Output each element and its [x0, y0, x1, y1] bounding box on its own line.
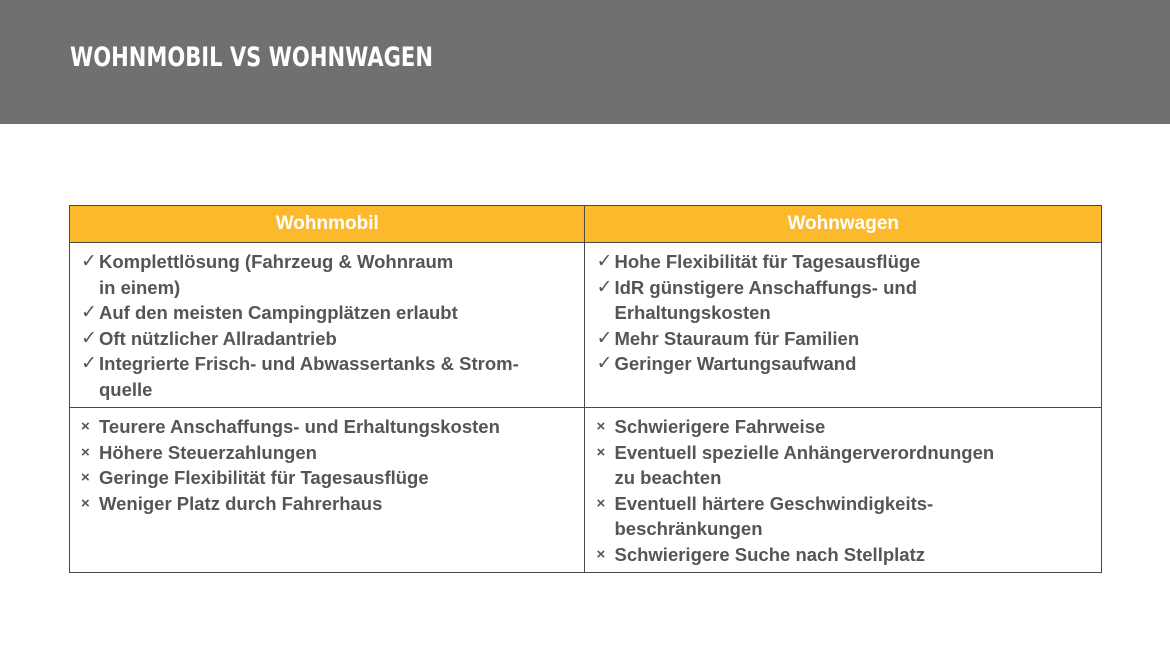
wohnwagen-cons-cell [585, 408, 1102, 573]
wohnmobil-cons-cell [70, 408, 585, 573]
list-item [81, 491, 576, 517]
list-item [596, 326, 1093, 352]
list-item [81, 440, 576, 466]
page-title: WOHNMOBIL VS WOHNWAGEN [70, 42, 433, 73]
con-text: Höhere Steuerzahlungen [99, 441, 317, 463]
pro-text: Komplettlösung (Fahrzeug & Wohnraum in einem) [99, 251, 454, 298]
list-item [596, 351, 1093, 377]
check-icon: ✓ [81, 353, 97, 375]
pro-text: Geringer Wartungsaufwand [614, 353, 857, 375]
check-icon: ✓ [596, 276, 613, 298]
wohnmobil-pros-list [70, 243, 584, 403]
cross-icon: × [81, 418, 90, 435]
pro-text: Auf den meisten Campingplätzen erlaubt [99, 302, 458, 324]
con-text: Schwierigere Suche nach Stellplatz [614, 543, 925, 565]
con-text: Schwierigere Fahrweise [614, 416, 826, 437]
list-item [596, 491, 1093, 542]
table-header-row [70, 206, 1102, 243]
check-icon: ✓ [81, 302, 97, 324]
pro-text: Hohe Flexibilität für Tagesausflüge [614, 251, 921, 272]
list-item [81, 465, 576, 491]
wohnwagen-pros-cell [585, 243, 1102, 408]
con-text: Eventuell spezielle Anhängerverordnungen zu beachten [614, 441, 995, 489]
con-text: Geringe Flexibilität für Tagesausflüge [99, 467, 429, 489]
check-icon: ✓ [81, 327, 97, 349]
pros-row [70, 243, 1102, 408]
list-item [596, 542, 1093, 568]
list-item [596, 275, 1093, 326]
list-item [81, 351, 576, 402]
check-icon: ✓ [596, 251, 613, 272]
list-item [81, 300, 576, 326]
list-item [596, 249, 1093, 275]
cross-icon: × [596, 418, 606, 435]
cross-icon: × [81, 494, 90, 512]
pro-text: Integrierte Frisch- und Abwassertanks & Strom- quelle [99, 353, 519, 400]
cons-row [70, 408, 1102, 573]
list-item [81, 249, 576, 300]
list-item [81, 414, 576, 440]
check-icon: ✓ [596, 353, 613, 375]
comparison-table [69, 205, 1102, 573]
cross-icon: × [596, 494, 606, 512]
cross-icon: × [81, 443, 90, 461]
wohnwagen-cons-list [585, 408, 1101, 568]
cross-icon: × [596, 545, 606, 563]
column-header-wohnwagen: Wohnwagen [585, 206, 1102, 243]
check-icon: ✓ [81, 251, 97, 272]
con-text: Teurere Anschaffungs- und Erhaltungskosten [99, 416, 500, 437]
list-item [596, 414, 1093, 440]
check-icon: ✓ [596, 327, 613, 349]
con-text: Weniger Platz durch Fahrerhaus [99, 492, 383, 514]
wohnmobil-cons-list [70, 408, 584, 516]
cross-icon: × [596, 443, 606, 461]
con-text: Eventuell härtere Geschwindigkeits- beschränkungen [614, 492, 934, 540]
wohnwagen-pros-list [585, 243, 1101, 377]
cross-icon: × [81, 469, 90, 487]
list-item [596, 440, 1093, 491]
list-item [81, 326, 576, 352]
wohnmobil-pros-cell [70, 243, 585, 408]
pro-text: Mehr Stauraum für Familien [614, 327, 860, 349]
pro-text: IdR günstigere Anschaffungs- und Erhaltungskosten [614, 276, 917, 324]
column-header-wohnmobil: Wohnmobil [70, 206, 585, 243]
pro-text: Oft nützlicher Allradantrieb [99, 327, 337, 349]
